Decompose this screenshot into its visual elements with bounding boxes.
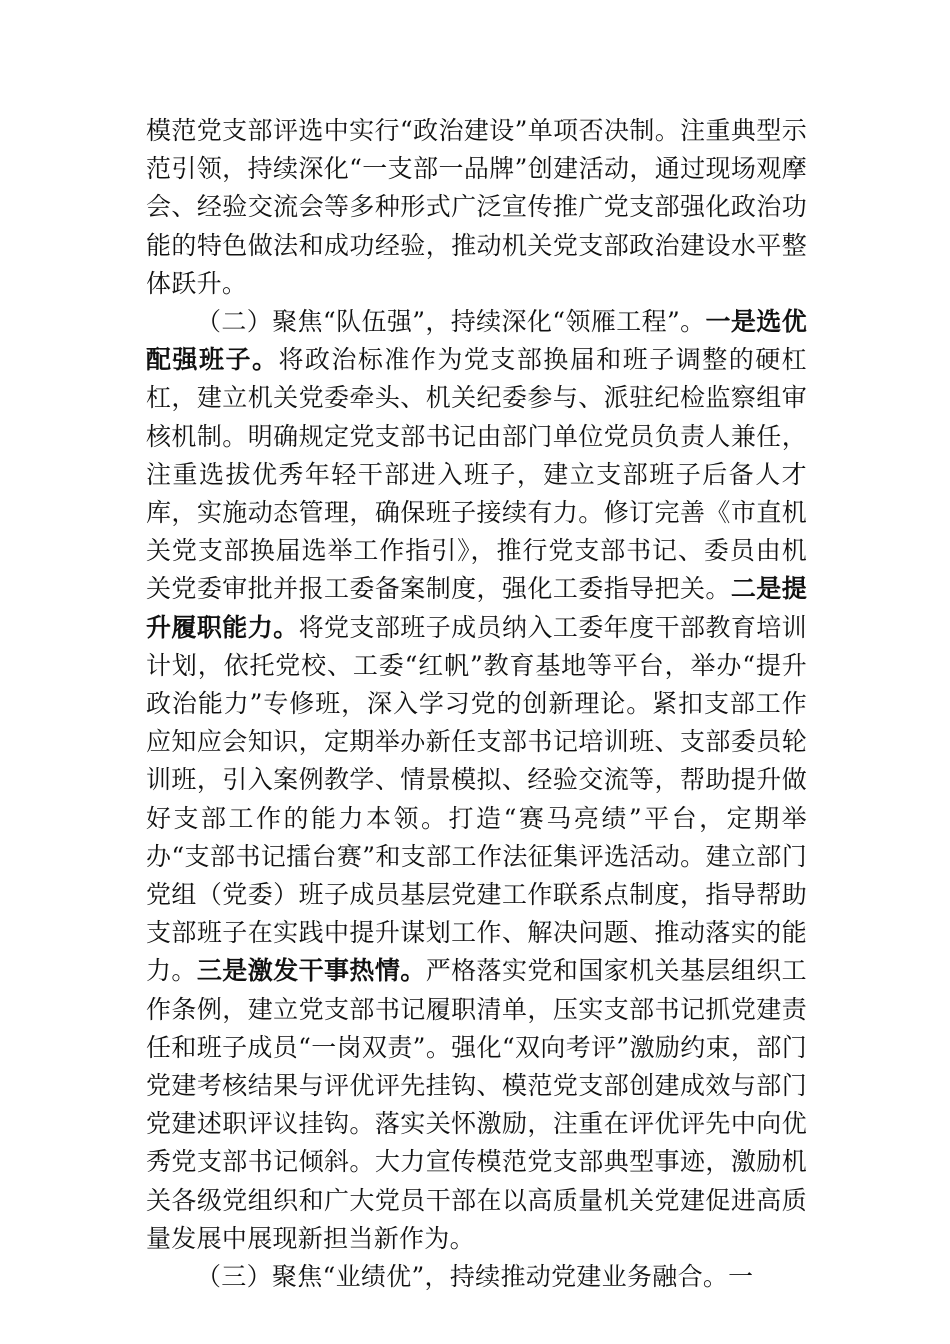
bold-lead-3: 三是激发干事热情。 [196,956,426,986]
paragraph-2-text-3: 严格落实党和国家机关基层组织工作条例，建立党支部书记履职清单，压实支部书记抓党建责任和班子成员“一岗双责”。强化“双向考评”激励约束，部门党建考核结果与评优评先挂钩、模范党支部创建成效与部门党建述职评议挂钩。落实关怀激励，注重在评优评先中向优秀党支部书记倾斜。大力宣传模范党支部典型事迹，激励机关各级党组织和广大党员干部在以高质量机关党建促进高质量发展中展现新担当新作为。 [146,956,807,1253]
paragraph-1-text: 模范党支部评选中实行“政治建设”单项否决制。注重典型示范引领，持续深化“一支部一品牌”创建活动，通过现场观摩会、经验交流会等多种形式广泛宣传推广党支部强化政治功能的特色做法和成功经验，推动机关党支部政治建设水平整体跃升。 [146,116,807,298]
bold-lead-1: 一是选优配强班子。 [146,307,807,375]
paragraph-2 [146,303,807,1258]
paragraph-1 [146,112,807,303]
bold-lead-2: 二是提升履职能力。 [146,574,807,642]
document-page [146,112,807,1296]
section-heading-2: （二）聚焦“队伍强”，持续深化“领雁工程”。 [196,307,706,337]
paragraph-3 [146,1258,807,1296]
paragraph-2-text-2: 将党支部班子成员纳入工委年度干部教育培训计划，依托党校、工委“红帆”教育基地等平台，举办“提升政治能力”专修班，深入学习党的创新理论。紧扣支部工作应知应会知识，定期举办新任支部书记培训班、支部委员轮训班，引入案例教学、情景模拟、经验交流等，帮助提升做好支部工作的能力本领。打造“赛马亮绩”平台，定期举办“支部书记擂台赛”和支部工作法征集评选活动。建立部门党组（党委）班子成员基层党建工作联系点制度，指导帮助支部班子在实践中提升谋划工作、解决问题、推动落实的能力。 [146,612,807,986]
section-heading-3: （三）聚焦“业绩优”，持续推动党建业务融合。一 [196,1262,754,1292]
paragraph-2-text-1: 将政治标准作为党支部换届和班子调整的硬杠杠，建立机关党委牵头、机关纪委参与、派驻纪检监察组审核机制。明确规定党支部书记由部门单位党员负责人兼任，注重选拔优秀年轻干部进入班子，建立支部班子后备人才库，实施动态管理，确保班子接续有力。修订完善《市直机关党支部换届选举工作指引》，推行党支部书记、委员由机关党委审批并报工委备案制度，强化工委指导把关。 [146,345,807,604]
